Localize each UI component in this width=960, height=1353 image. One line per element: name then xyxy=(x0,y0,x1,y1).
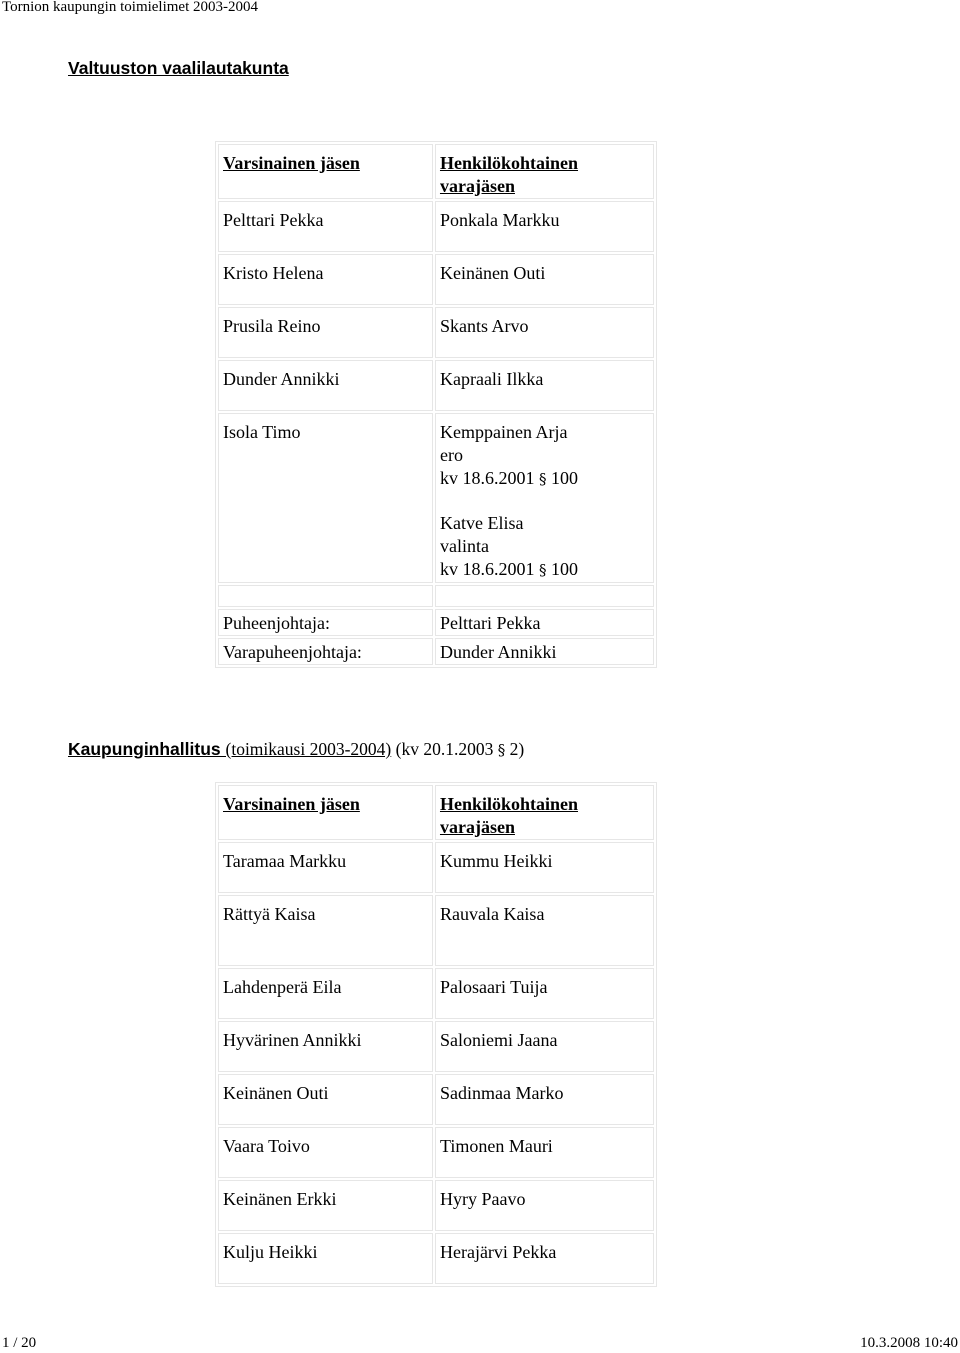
council-decision: kv 18.6.2001 § 100 xyxy=(439,559,578,579)
member-cell: Lahdenperä Eila xyxy=(218,968,433,1019)
col-header-deputy: Henkilökohtainen varajäsen xyxy=(435,785,654,840)
member-cell: Pelttari Pekka xyxy=(218,201,433,252)
deputy-note: ero xyxy=(439,445,463,465)
vaalilautakunta-table xyxy=(215,141,657,668)
deputy-cell: Herajärvi Pekka xyxy=(435,1233,654,1284)
deputy-cell: Sadinmaa Marko xyxy=(435,1074,654,1125)
deputy-cell: Skants Arvo xyxy=(435,307,654,358)
deputy-cell: Kummu Heikki xyxy=(435,842,654,893)
chair-label: Puheenjohtaja: xyxy=(218,609,433,636)
chair-value: Pelttari Pekka xyxy=(435,609,654,636)
member-cell: Prusila Reino xyxy=(218,307,433,358)
page-number: 1 / 20 xyxy=(2,1335,37,1351)
council-decision: kv 18.6.2001 § 100 xyxy=(439,468,578,488)
member-cell: Kulju Heikki xyxy=(218,1233,433,1284)
deputy-cell: Kapraali Ilkka xyxy=(435,360,654,411)
empty-cell xyxy=(435,585,654,607)
vice-chair-label: Varapuheenjohtaja: xyxy=(218,638,433,665)
col-header-deputy: Henkilökohtainen varajäsen xyxy=(435,144,654,199)
member-cell: Keinänen Outi xyxy=(218,1074,433,1125)
col-header-member: Varsinainen jäsen xyxy=(218,144,433,199)
member-cell: Keinänen Erkki xyxy=(218,1180,433,1231)
deputy-cell: Saloniemi Jaana xyxy=(435,1021,654,1072)
member-cell: Hyvärinen Annikki xyxy=(218,1021,433,1072)
print-timestamp: 10.3.2008 10:40 xyxy=(860,1335,958,1351)
deputy-cell: Ponkala Markku xyxy=(435,201,654,252)
member-cell: Rättyä Kaisa xyxy=(218,895,433,966)
member-cell: Vaara Toivo xyxy=(218,1127,433,1178)
section-title-kaupunginhallitus: Kaupunginhallitus (toimikausi 2003-2004) (kv 20.1.2003 § 2) xyxy=(68,739,525,759)
deputy-name: Kemppainen Arja xyxy=(439,422,568,442)
deputy-name: Katve Elisa xyxy=(439,513,524,533)
deputy-cell: Keinänen Outi xyxy=(435,254,654,305)
deputy-note: valinta xyxy=(439,536,489,556)
vice-chair-value: Dunder Annikki xyxy=(435,638,654,665)
deputy-cell: Palosaari Tuija xyxy=(435,968,654,1019)
document-title: Tornion kaupungin toimielimet 2003-2004 xyxy=(2,0,259,15)
member-cell: Isola Timo xyxy=(218,413,433,583)
member-cell: Taramaa Markku xyxy=(218,842,433,893)
deputy-cell: Hyry Paavo xyxy=(435,1180,654,1231)
member-cell: Dunder Annikki xyxy=(218,360,433,411)
deputy-cell-multi xyxy=(435,413,654,583)
deputy-cell: Timonen Mauri xyxy=(435,1127,654,1178)
deputy-cell: Rauvala Kaisa xyxy=(435,895,654,966)
kaupunginhallitus-table xyxy=(215,782,657,1287)
col-header-member: Varsinainen jäsen xyxy=(218,785,433,840)
section-title-vaalilautakunta: Valtuuston vaalilautakunta xyxy=(68,58,289,78)
empty-cell xyxy=(218,585,433,607)
member-cell: Kristo Helena xyxy=(218,254,433,305)
